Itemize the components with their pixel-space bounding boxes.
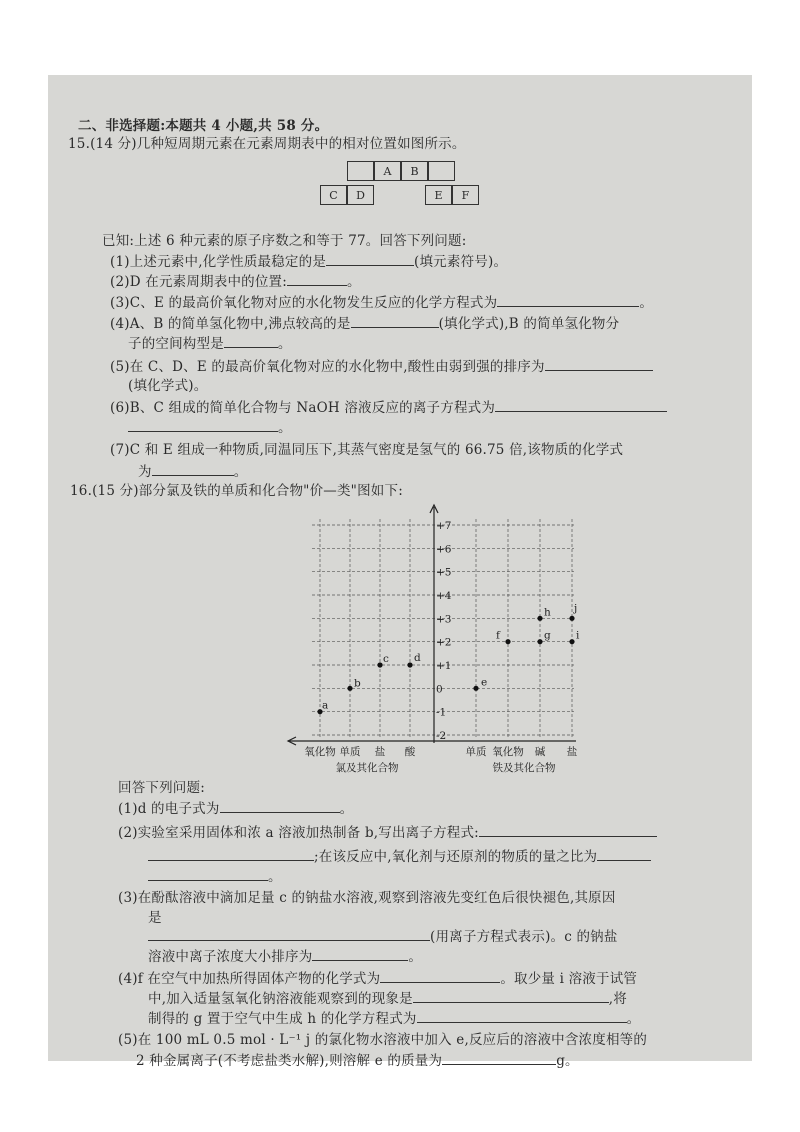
q16-part4 xyxy=(118,969,637,988)
pt-cell-e: E xyxy=(425,185,452,205)
chart-point xyxy=(569,639,574,644)
q16-p4-eq-tail: 。 xyxy=(626,1011,641,1027)
q16-p2-tail: 。 xyxy=(268,869,282,885)
q15-part4-cont xyxy=(128,334,292,353)
q15-p6-text: (6)B、C 组成的简单化合物与 NaOH 溶液反应的离子方程式为 xyxy=(110,400,496,416)
x-category-label: 单质 xyxy=(339,746,361,758)
point-label: a xyxy=(322,699,329,712)
q16-p5-tail: g。 xyxy=(556,1053,579,1069)
q16-part4-cont xyxy=(148,989,627,1008)
chart-point xyxy=(537,639,542,644)
answer-blank[interactable] xyxy=(148,847,314,861)
q16-part2 xyxy=(118,823,657,842)
q15-part6-cont xyxy=(128,418,292,437)
q15-p6-tail: 。 xyxy=(278,420,292,436)
q15-p4-cont-text: 子的空间构型是 xyxy=(128,336,224,352)
answer-blank[interactable] xyxy=(442,1051,556,1065)
q16-part4-cont2 xyxy=(148,1009,640,1028)
answer-blank[interactable] xyxy=(413,989,609,1003)
q15-p1-text: (1)上述元素中,化学性质最稳定的是 xyxy=(110,254,327,270)
point-label: h xyxy=(544,606,551,619)
group-label: 铁及其化合物 xyxy=(492,762,556,774)
q16-part5-cont xyxy=(136,1051,579,1070)
q16-part5: (5)在 100 mL 0.5 mol · L⁻¹ j 的氯化物水溶液中加入 e,反应后的溶液中含浓度相等的 xyxy=(118,1032,648,1048)
q16-intro: 16.(15 分)部分氯及铁的单质和化合物"价—类"图如下: xyxy=(70,483,403,499)
point-label: b xyxy=(354,677,361,690)
y-tick-label: +2 xyxy=(436,636,452,649)
q15-p7-tail: 。 xyxy=(233,464,248,480)
q16-part3-cont3 xyxy=(148,947,422,966)
answer-blank[interactable] xyxy=(326,252,414,266)
q16-part2-cont xyxy=(148,847,651,866)
q15-p1-tail: (填元素符号)。 xyxy=(414,254,508,270)
q15-part7-cont xyxy=(138,462,247,481)
point-label: f xyxy=(496,629,500,642)
answer-blank[interactable] xyxy=(220,799,340,813)
q16-p4-text: (4)f 在空气中加热所得固体产物的化学式为 xyxy=(118,971,381,987)
y-tick-label: -2 xyxy=(436,730,447,742)
q15-part4 xyxy=(110,314,619,333)
q15-part1 xyxy=(110,252,507,271)
y-tick-label: -1 xyxy=(436,706,447,719)
y-tick-label: +3 xyxy=(436,613,452,626)
chart-point xyxy=(569,616,574,621)
y-tick-label: +5 xyxy=(436,566,452,579)
pt-cell-f: F xyxy=(452,185,479,205)
chart-group-labels xyxy=(336,761,556,774)
q16-p4-cont-text: 中,加入适量氢氧化钠溶液能观察到的现象是 xyxy=(148,991,413,1007)
x-category-label: 氧化物 xyxy=(304,746,336,758)
q16-p3-cont-text: (用离子方程式表示)。c 的钠盐 xyxy=(430,929,618,945)
chart-point xyxy=(505,639,510,644)
q16-part3-cont xyxy=(148,909,162,927)
q15-p2-tail: 。 xyxy=(347,274,361,290)
q16-p2-text: (2)实验室采用固体和浓 a 溶液加热制备 b,写出离子方程式: xyxy=(118,825,479,841)
x-category-label: 氧化物 xyxy=(492,746,524,758)
answer-blank[interactable] xyxy=(351,314,439,328)
x-category-label: 单质 xyxy=(465,746,487,758)
q15-p4-cont-tail: 。 xyxy=(277,336,292,352)
valence-class-chart xyxy=(258,503,578,779)
pt-cell-a: A xyxy=(374,161,401,181)
q16-p1-tail: 。 xyxy=(339,801,354,817)
pt-cell-d: D xyxy=(347,185,374,205)
chart-axes xyxy=(288,505,576,745)
q16-p3-text: 是 xyxy=(148,910,162,926)
answer-blank[interactable] xyxy=(479,823,657,837)
q16-part3-cont2 xyxy=(148,927,618,946)
q16-part2-end xyxy=(148,867,282,886)
q15-p4-tail: (填化学式),B 的简单氢化物分 xyxy=(438,316,620,332)
q15-intro: 15.(14 分)几种短周期元素在元素周期表中的相对位置如图所示。 xyxy=(68,136,466,152)
q15-part2 xyxy=(110,272,361,291)
section-header: 二、非选择题:本题共 4 小题,共 58 分。 xyxy=(78,118,329,134)
group-label: 氯及其化合物 xyxy=(335,762,399,774)
answer-blank[interactable] xyxy=(495,398,667,412)
q16-p1-text: (1)d 的电子式为 xyxy=(118,801,220,817)
answer-blank[interactable] xyxy=(545,357,653,371)
q16-p2-cont-text: ;在该反应中,氧化剂与还原剂的物质的量之比为 xyxy=(314,849,598,865)
q16-part1 xyxy=(118,799,353,818)
point-label: c xyxy=(383,653,389,665)
answer-blank[interactable] xyxy=(148,927,430,941)
answer-blank[interactable] xyxy=(312,947,408,961)
pt-cell-empty xyxy=(428,161,455,181)
x-category-label: 盐 xyxy=(374,746,386,758)
q15-p4-text: (4)A、B 的简单氢化物中,沸点较高的是 xyxy=(110,316,351,332)
q16-p3-tail: 。 xyxy=(408,949,423,965)
q15-p3-text: (3)C、E 的最高价氧化物对应的水化物发生反应的化学方程式为 xyxy=(110,295,498,311)
answer-blank[interactable] xyxy=(148,867,268,881)
answer-blank[interactable] xyxy=(152,462,234,476)
point-label: j xyxy=(574,602,578,615)
chart-y-ticks xyxy=(436,520,452,742)
q15-part5-cont: (填化学式)。 xyxy=(128,378,208,394)
point-label: i xyxy=(576,629,580,642)
y-tick-label: +7 xyxy=(436,520,452,532)
point-label: e xyxy=(481,676,488,689)
q15-part3 xyxy=(110,293,653,312)
answer-blank[interactable] xyxy=(417,1009,627,1023)
q16-part3: (3)在酚酞溶液中滴加足量 c 的钠盐水溶液,观察到溶液先变红色后很快褪色,其原因 xyxy=(118,890,616,906)
pt-cell-c: C xyxy=(320,185,347,205)
q16-after: 回答下列问题: xyxy=(118,780,205,796)
exam-page xyxy=(48,75,752,1069)
q16-p5-text: 2 种金属离子(不考虑盐类水解),则溶解 e 的质量为 xyxy=(136,1053,443,1069)
pt-cell-empty xyxy=(347,161,374,181)
y-tick-label: +4 xyxy=(436,590,452,602)
chart-point xyxy=(537,616,542,621)
q15-part6 xyxy=(110,398,667,417)
q15-p7-text: 为 xyxy=(138,464,152,480)
answer-blank[interactable] xyxy=(597,847,651,861)
y-tick-label: 0 xyxy=(436,683,443,696)
chart-x-categories xyxy=(304,745,578,758)
answer-blank[interactable] xyxy=(497,293,639,307)
q16-p4-eq-text: 制得的 g 置于空气中生成 h 的化学方程式为 xyxy=(148,1011,417,1027)
q15-part7: (7)C 和 E 组成一种物质,同温同压下,其蒸气密度是氢气的 66.75 倍,该物质的化学式 xyxy=(110,442,624,458)
answer-blank[interactable] xyxy=(380,969,500,983)
q16-p4-tail: 。取少量 i 溶液于试管 xyxy=(500,971,638,987)
q16-p4-cont-tail: ,将 xyxy=(608,991,627,1007)
chart-point xyxy=(377,662,382,667)
chart-point xyxy=(473,686,478,691)
chart-point xyxy=(407,662,412,667)
q15-part5 xyxy=(110,357,653,376)
q15-p2-text: (2)D 在元素周期表中的位置: xyxy=(110,274,287,290)
point-label: g xyxy=(544,629,551,642)
answer-blank[interactable] xyxy=(224,334,278,348)
q15-given: 已知:上述 6 种元素的原子序数之和等于 77。回答下列问题: xyxy=(102,233,467,249)
chart-point xyxy=(347,686,352,691)
q15-p3-tail: 。 xyxy=(639,295,654,311)
x-category-label: 盐 xyxy=(566,746,578,758)
q15-p5-text: (5)在 C、D、E 的最高价氧化物对应的水化物中,酸性由弱到强的排序为 xyxy=(110,359,545,375)
point-label: d xyxy=(414,652,421,664)
x-category-label: 酸 xyxy=(404,746,416,758)
y-tick-label: +1 xyxy=(436,660,452,672)
answer-blank[interactable] xyxy=(287,272,347,286)
pt-cell-b: B xyxy=(401,161,428,181)
y-tick-label: +6 xyxy=(436,543,452,556)
q16-p3-order-text: 溶液中离子浓度大小排序为 xyxy=(148,949,313,965)
answer-blank[interactable] xyxy=(128,418,278,432)
x-category-label: 碱 xyxy=(534,746,546,758)
